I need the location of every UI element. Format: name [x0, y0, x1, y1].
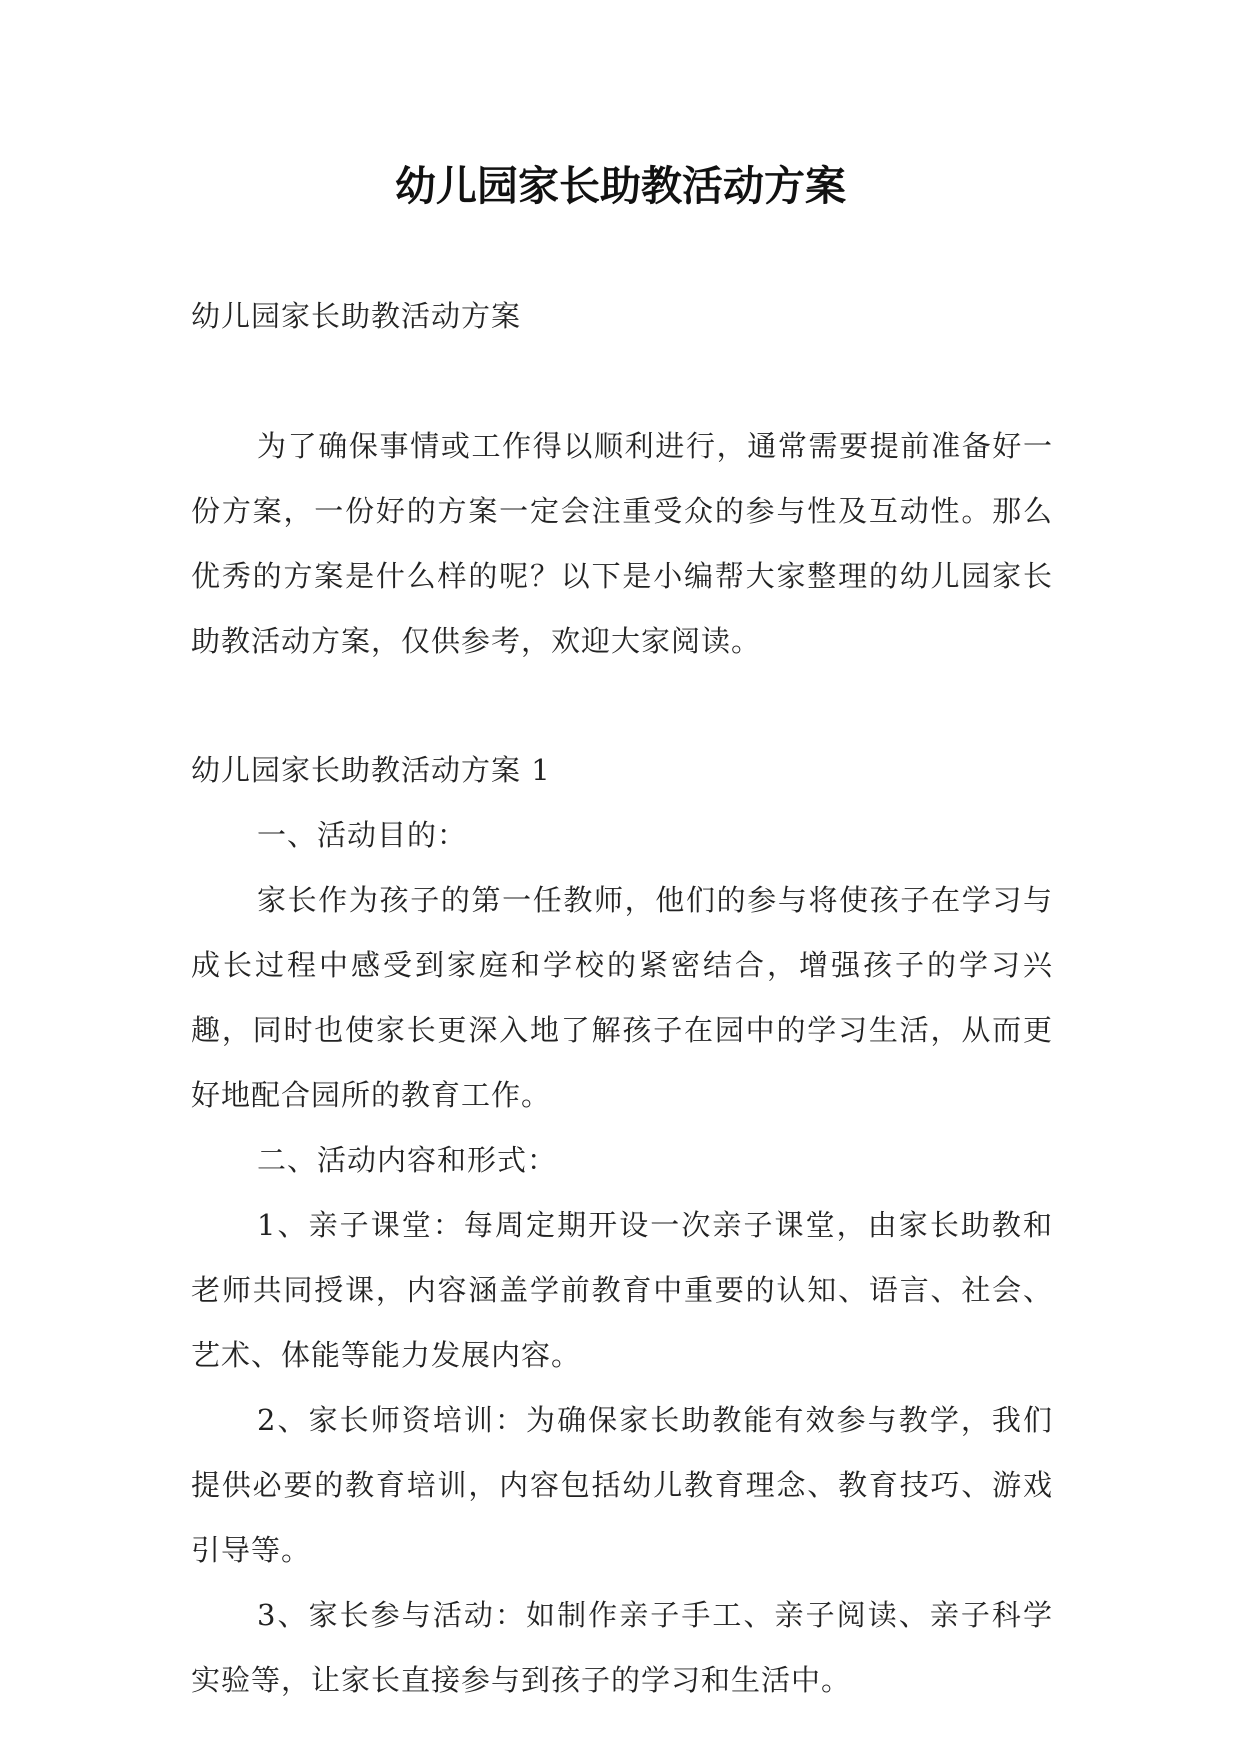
document-body — [191, 284, 1053, 1713]
intro-paragraph: 为了确保事情或工作得以顺利进行，通常需要提前准备好一份方案，一份好的方案一定会注重受众的参与性及互动性。那么优秀的方案是什么样的呢？以下是小编帮大家整理的幼儿园家长助教活动方案，仅供参考，欢迎大家阅读。 — [191, 429, 1053, 658]
section-heading: 幼儿园家长助教活动方案 1 — [191, 753, 551, 787]
paragraph-item-2: 2、家长师资培训：为确保家长助教能有效参与教学，我们提供必要的教育培训，内容包括幼儿教育理念、教育技巧、游戏引导等。 — [191, 1403, 1053, 1567]
document-title: 幼儿园家长助教活动方案 — [395, 162, 846, 210]
heading-content-form: 二、活动内容和形式： — [257, 1143, 558, 1177]
heading-purpose: 一、活动目的： — [257, 818, 468, 852]
document-subtitle: 幼儿园家长助教活动方案 — [191, 299, 522, 333]
paragraph-item-3: 3、家长参与活动：如制作亲子手工、亲子阅读、亲子科学实验等，让家长直接参与到孩子的学习和生活中。 — [191, 1598, 1053, 1697]
paragraph-purpose: 家长作为孩子的第一任教师，他们的参与将使孩子在学习与成长过程中感受到家庭和学校的紧密结合，增强孩子的学习兴趣，同时也使家长更深入地了解孩子在园中的学习生活，从而更好地配合园所的教育工作。 — [191, 883, 1053, 1112]
paragraph-item-1: 1、亲子课堂：每周定期开设一次亲子课堂，由家长助教和老师共同授课，内容涵盖学前教育中重要的认知、语言、社会、艺术、体能等能力发展内容。 — [191, 1208, 1053, 1372]
